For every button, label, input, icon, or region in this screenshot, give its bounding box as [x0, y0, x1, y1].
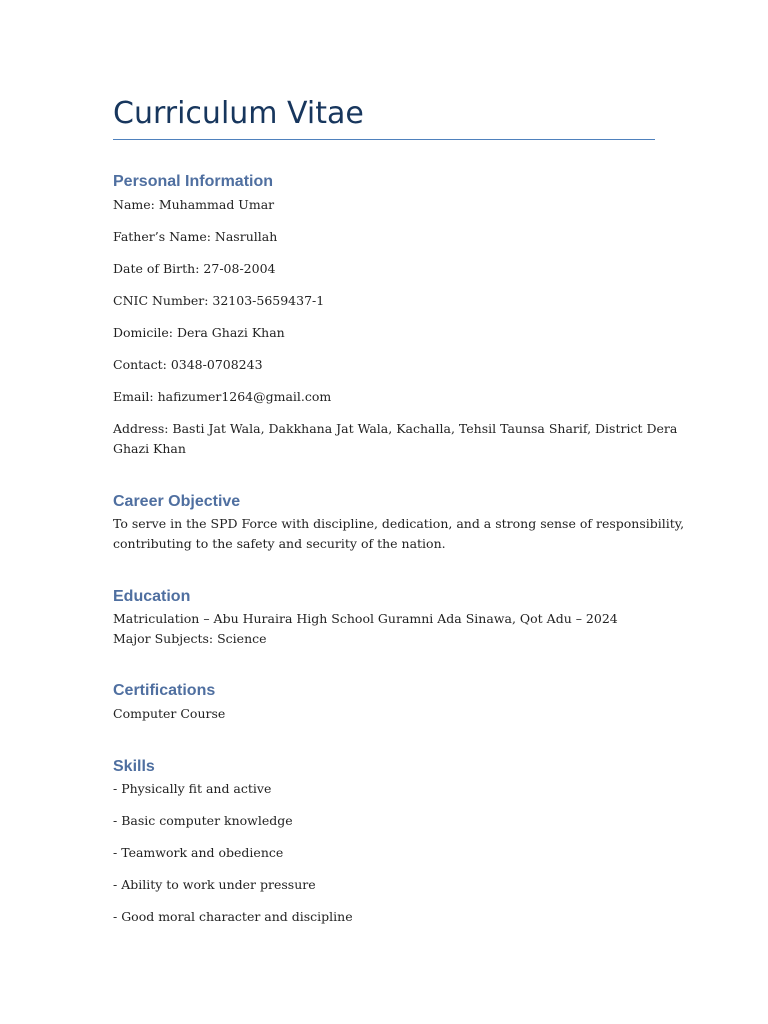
name-line: Name: Muhammad Umar — [113, 197, 275, 212]
skill-item: - Good moral character and discipline — [113, 909, 353, 924]
domicile-line: Domicile: Dera Ghazi Khan — [113, 325, 285, 340]
dob-line: Date of Birth: 27-08-2004 — [113, 261, 276, 276]
education-text — [113, 609, 653, 649]
contact-line: Contact: 0348-0708243 — [113, 357, 263, 372]
objective-line-2: contributing to the safety and security of the nation. — [113, 536, 446, 551]
father-name-line: Father’s Name: Nasrullah — [113, 229, 278, 244]
career-objective-text — [113, 514, 685, 554]
address-line — [113, 419, 678, 459]
skill-item: - Ability to work under pressure — [113, 877, 316, 892]
certification-item: Computer Course — [113, 706, 226, 721]
address-line-2: Ghazi Khan — [113, 441, 186, 456]
personal-info-heading: Personal Information — [113, 173, 274, 190]
skill-item: - Basic computer knowledge — [113, 813, 293, 828]
skill-item: - Physically fit and active — [113, 781, 272, 796]
skills-heading: Skills — [113, 758, 155, 775]
education-heading: Education — [113, 588, 191, 605]
certifications-heading: Certifications — [113, 682, 216, 699]
document-title: Curriculum Vitae — [113, 96, 364, 131]
objective-line-1: To serve in the SPD Force with discipline, dedication, and a strong sense of responsibility, — [113, 516, 685, 531]
education-line-2: Major Subjects: Science — [113, 631, 267, 646]
education-line-1: Matriculation – Abu Huraira High School Guramni Ada Sinawa, Qot Adu – 2024 — [113, 611, 618, 626]
skill-item: - Teamwork and obedience — [113, 845, 284, 860]
career-objective-heading: Career Objective — [113, 493, 241, 510]
cnic-line: CNIC Number: 32103-5659437-1 — [113, 293, 325, 308]
title-underline — [113, 139, 655, 140]
address-line-1: Address: Basti Jat Wala, Dakkhana Jat Wala, Kachalla, Tehsil Taunsa Sharif, District Dera — [113, 421, 678, 436]
email-line: Email: hafizumer1264@gmail.com — [113, 389, 332, 404]
